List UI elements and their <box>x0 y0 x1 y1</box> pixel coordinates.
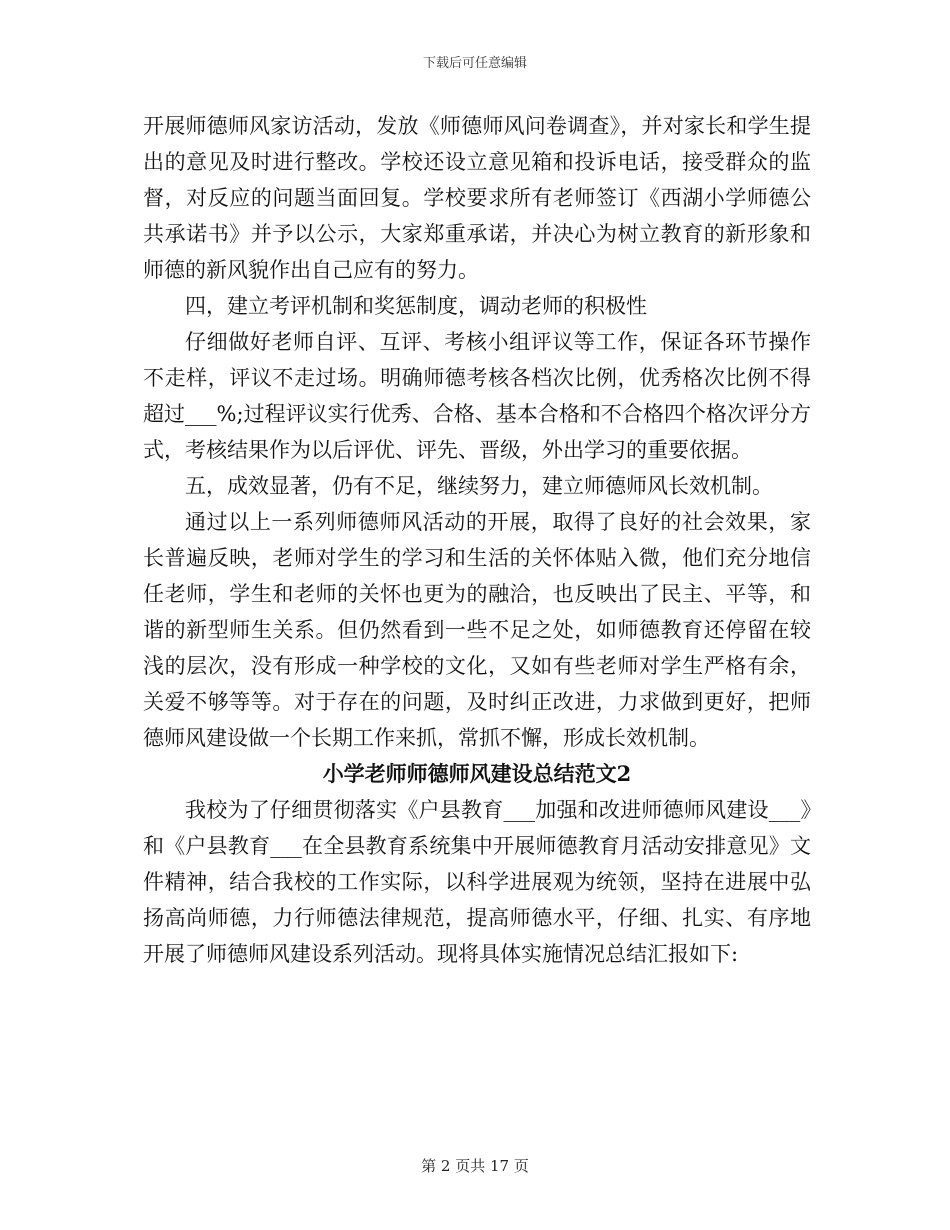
article-title-2: 小学老师师德师风建设总结范文2 <box>322 761 632 786</box>
document-body <box>143 108 811 972</box>
page-header: 下载后可任意编辑 <box>422 56 527 71</box>
section-heading-4: 四，建立考评机制和奖惩制度，调动老师的积极性 <box>185 294 647 318</box>
paragraph-home-visit: 开展师德师风家访活动，发放《师德师风问卷调查》，并对家长和学生提出的意见及时进行整改。学校还设立意见箱和投诉电话，接受群众的监督，对反应的问题当面回复。学校要求所有老师签订《西湖小学师德公共承诺书》并予以公示，大家郑重承诺，并决心为树立教育的新形象和师德的新风貌作出自己应有的努力。 <box>143 114 811 282</box>
page-footer: 第 2 页共 17 页 <box>421 1157 529 1175</box>
paragraph-evaluation: 仔细做好老师自评、互评、考核小组评议等工作，保证各环节操作不走样，评议不走过场。明确师德考核各档次比例，优秀格次比例不得超过___%;过程评议实行优秀、合格、基本合格和不合格四个格次评分方式，考核结果作为以后评优、评先、晋级，外出学习的重要依据。 <box>143 330 811 462</box>
paragraph-intro-2: 我校为了仔细贯彻落实《户县教育___加强和改进师德师风建设___》和《户县教育___在全县教育系统集中开展师德教育月活动安排意见》文件精神，结合我校的工作实际，以科学进展观为统领，坚持在进展中弘扬高尚师德，力行师德法律规范，提高师德水平，仔细、扎实、有序地开展了师德师风建设系列活动。现将具体实施情况总结汇报如下: <box>143 798 811 966</box>
paragraph-results: 通过以上一系列师德师风活动的开展，取得了良好的社会效果，家长普遍反映，老师对学生的学习和生活的关怀体贴入微，他们充分地信任老师，学生和老师的关怀也更为的融洽，也反映出了民主、平等，和谐的新型师生关系。但仍然看到一些不足之处，如师德教育还停留在较浅的层次，没有形成一种学校的文化，又如有些老师对学生严格有余，关爱不够等等。对于存在的问题，及时纠正改进，力求做到更好，把师德师风建设做一个长期工作来抓，常抓不懈，形成长效机制。 <box>143 510 811 750</box>
section-heading-5: 五，成效显著，仍有不足，继续努力，建立师德师风长效机制。 <box>185 474 773 498</box>
